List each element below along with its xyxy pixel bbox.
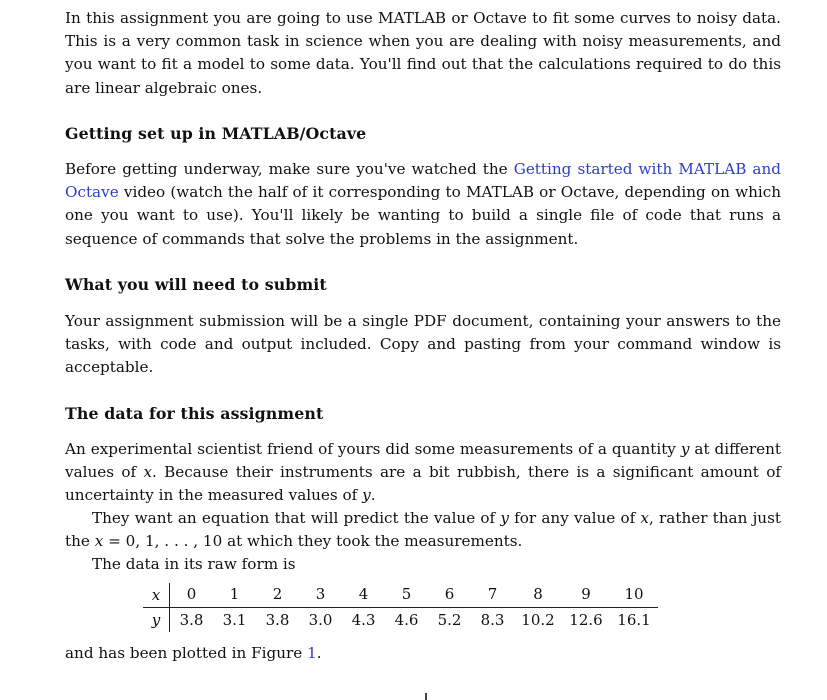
intro-paragraph: In this assignment you are going to use MATLAB or Octave to fit some curves to noisy data. This is a very common task in science when you are dealing with noisy measurements, and you want to fit a model to some data. You'll find out that the calculations required to do this are linear algebraic ones. [65, 9, 781, 97]
math-x: x [94, 532, 104, 551]
data-paragraph-2 [65, 507, 781, 553]
text-fragment: = 0, 1, . . . , 10 at which they took the measurements. [103, 532, 523, 551]
x-cell: 9 [562, 583, 610, 608]
y-cell: 10.2 [521, 611, 555, 629]
x-cell: 8 [514, 583, 562, 608]
x-cell: 3 [299, 583, 342, 608]
getting-started-link[interactable]: Getting started with MATLAB and Octave [65, 160, 781, 202]
page-number-fragment [425, 693, 427, 700]
text-fragment: at different values of [65, 440, 781, 482]
y-cell: 12.6 [569, 611, 603, 629]
setup-text-after: video (watch the half of it corresponding to MATLAB or Octave, depending on which one you want to use). You'll likely be wanting to build a single file of code that runs a sequence of commands that solve the problems in the assignment. [65, 183, 781, 248]
text-fragment: and has been plotted in Figure [65, 644, 308, 662]
x-cell: 6 [428, 583, 471, 608]
y-cell: 4.3 [351, 611, 376, 629]
x-cell: 0 [170, 583, 214, 608]
raw-data-table [143, 583, 658, 632]
data-heading: The data for this assignment [65, 404, 324, 423]
y-cell: 3.0 [308, 611, 333, 629]
y-cell: 3.8 [265, 611, 290, 629]
y-label: y [143, 608, 170, 633]
submit-paragraph: Your assignment submission will be a single PDF document, containing your answers to the tasks, with code and output included. Copy and pasting from your command window is acceptable. [65, 312, 781, 377]
text-fragment: . [316, 644, 322, 662]
y-cell: 3.1 [222, 611, 247, 629]
text-fragment: for any value of [508, 509, 641, 527]
text-fragment: They want an equation that will predict the value of [92, 509, 501, 527]
x-cell: 4 [342, 583, 385, 608]
math-y: y [680, 440, 690, 458]
setup-heading: Getting set up in MATLAB/Octave [65, 124, 367, 143]
y-cell: 5.2 [437, 611, 462, 629]
setup-text-before: Before getting underway, make sure you've watched the [65, 160, 514, 178]
math-y: y [500, 509, 509, 527]
figure-1-link[interactable]: 1 [307, 644, 317, 662]
table-row-y [143, 608, 658, 633]
text-fragment: . Because their instruments are a bit rubbish, there is a significant amount of uncertainty in the measured values of [65, 463, 781, 505]
y-cell: 8.3 [480, 611, 505, 629]
y-cell: 3.8 [179, 611, 204, 629]
x-cell: 5 [385, 583, 428, 608]
x-label: x [143, 583, 170, 608]
text-fragment: An experimental scientist friend of yours did some measurements of a quantity [65, 440, 681, 458]
text-fragment: . [370, 486, 376, 505]
x-cell: 1 [213, 583, 256, 608]
x-cell: 2 [256, 583, 299, 608]
closing-paragraph [65, 642, 781, 665]
y-cell: 16.1 [617, 611, 651, 629]
table-row-x [143, 583, 658, 608]
math-y: y [362, 486, 371, 505]
setup-paragraph [65, 158, 781, 251]
x-cell: 10 [610, 583, 658, 608]
text-fragment: , rather than just the [65, 509, 781, 551]
math-x: x [640, 509, 649, 527]
data-paragraph-1 [65, 438, 781, 508]
submit-heading: What you will need to submit [65, 275, 327, 294]
data-paragraph-3: The data in its raw form is [92, 555, 296, 573]
math-x: x [143, 463, 153, 482]
x-cell: 7 [471, 583, 514, 608]
y-cell: 4.6 [394, 611, 419, 629]
